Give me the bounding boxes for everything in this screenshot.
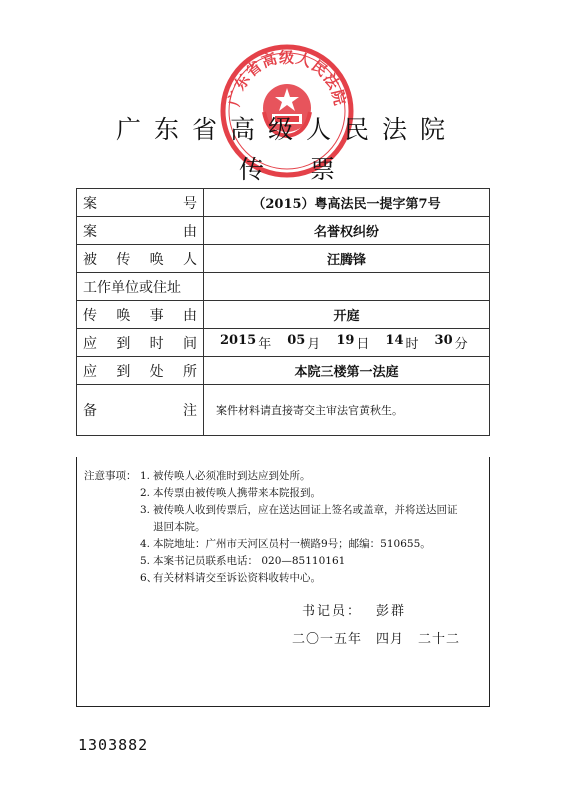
clerk-label: 书记员：	[302, 604, 363, 619]
note-item	[140, 553, 480, 570]
time-year-unit: 年	[258, 337, 272, 352]
seal-text: 广东省高级人民法院	[224, 48, 350, 108]
spread-label	[83, 305, 197, 325]
time-day: 19	[336, 333, 355, 348]
label-char: 应	[83, 363, 97, 380]
time-day-unit: 日	[356, 337, 370, 352]
label-char: 由	[182, 307, 197, 324]
spread-label	[83, 193, 197, 213]
note-item	[140, 485, 480, 502]
label-char: 备	[83, 403, 97, 419]
notes-list	[140, 468, 480, 587]
form-row-case-number	[77, 189, 490, 217]
label-char: 由	[183, 223, 197, 240]
notes-heading: 注意事项：	[84, 470, 137, 482]
note-number: 4.	[140, 538, 151, 550]
label-cause	[77, 217, 204, 245]
value-summons-reason: 开庭	[204, 301, 490, 329]
clerk-name: 彭群	[376, 604, 407, 619]
label-char: 传	[116, 251, 131, 268]
label-char: 号	[183, 195, 197, 212]
note-number: 3.	[140, 504, 151, 516]
spread-label	[83, 249, 197, 269]
value-workplace-address	[204, 273, 490, 301]
serial-number: 1303882	[78, 736, 149, 754]
note-number: 1.	[140, 470, 151, 482]
court-name: 广东省高级人民法院	[115, 115, 458, 144]
time-minute: 30	[434, 333, 453, 348]
spread-label	[83, 333, 197, 353]
form-row-workplace-address	[77, 273, 490, 301]
time-year: 2015	[220, 333, 257, 348]
value-summoned-person: 汪腾锋	[204, 245, 490, 273]
note-text: 被传唤人必须准时到达应到处所。	[153, 470, 311, 482]
form-row-summons-reason	[77, 301, 490, 329]
label-char: 时	[149, 335, 164, 352]
label-workplace-address: 工作单位或住址	[77, 273, 204, 301]
note-number: 6、	[140, 572, 158, 584]
label-char: 唤	[149, 251, 164, 268]
time-hour-unit: 时	[405, 337, 419, 352]
label-char: 案	[83, 223, 97, 240]
label-char: 到	[116, 363, 131, 380]
value-cause: 名誉权纠纷	[204, 217, 490, 245]
note-continuation: 退回本院。	[153, 521, 206, 533]
label-char: 到	[116, 335, 131, 352]
value-remarks: 案件材料请直接寄交主审法官黄秋生。	[204, 385, 490, 436]
note-text: 有关材料请交至诉讼资料收转中心。	[153, 572, 321, 584]
label-char: 应	[83, 335, 97, 352]
form-row-appearance-time	[77, 329, 490, 357]
label-char: 注	[183, 403, 197, 419]
label-char: 传	[83, 307, 97, 324]
note-text: 被传唤人收到传票后，应在送达回证上签名或盖章，并将送达回证	[153, 504, 458, 516]
note-text: 本传票由被传唤人携带来本院报到。	[153, 487, 321, 499]
label-char: 案	[83, 195, 97, 212]
label-summoned-person	[77, 245, 204, 273]
time-minute-unit: 分	[454, 337, 468, 352]
spread-label	[83, 221, 197, 241]
form-row-appearance-place	[77, 357, 490, 385]
spread-label	[83, 361, 197, 381]
label-char: 处	[149, 363, 164, 380]
label-char: 所	[182, 363, 197, 380]
note-text: 本案书记员联系电话： 020—85110161	[153, 555, 346, 567]
label-char: 事	[149, 307, 164, 324]
form-row-cause	[77, 217, 490, 245]
note-number: 2.	[140, 487, 151, 499]
label-appearance-place	[77, 357, 204, 385]
label-case-number	[77, 189, 204, 217]
label-remarks	[77, 385, 204, 436]
spread-label	[83, 400, 197, 420]
document-title: 传票	[238, 155, 381, 184]
note-item	[140, 536, 480, 553]
note-number: 5.	[140, 555, 151, 567]
note-text: 本院地址：广州市天河区员村一横路9号；邮编：510655。	[153, 538, 431, 550]
form-row-remarks	[77, 385, 490, 436]
note-item	[140, 570, 480, 587]
label-char: 被	[83, 251, 97, 268]
datetime-fields	[210, 333, 483, 352]
note-item	[140, 502, 480, 536]
note-item	[140, 468, 480, 485]
clerk-signature	[302, 600, 406, 619]
summons-form-table	[76, 188, 490, 436]
label-char: 唤	[116, 307, 131, 324]
label-char: 人	[182, 251, 197, 268]
label-summons-reason	[77, 301, 204, 329]
form-row-summoned-person	[77, 245, 490, 273]
value-appearance-time	[204, 329, 490, 357]
time-month: 05	[287, 333, 306, 348]
value-case-number: （2015）粤高法民一提字第7号	[204, 189, 490, 217]
issue-date: 二〇一五年 四月 二十二	[292, 632, 461, 647]
time-month-unit: 月	[307, 337, 321, 352]
time-hour: 14	[385, 333, 404, 348]
label-char: 间	[182, 335, 197, 352]
label-appearance-time	[77, 329, 204, 357]
value-appearance-place: 本院三楼第一法庭	[204, 357, 490, 385]
